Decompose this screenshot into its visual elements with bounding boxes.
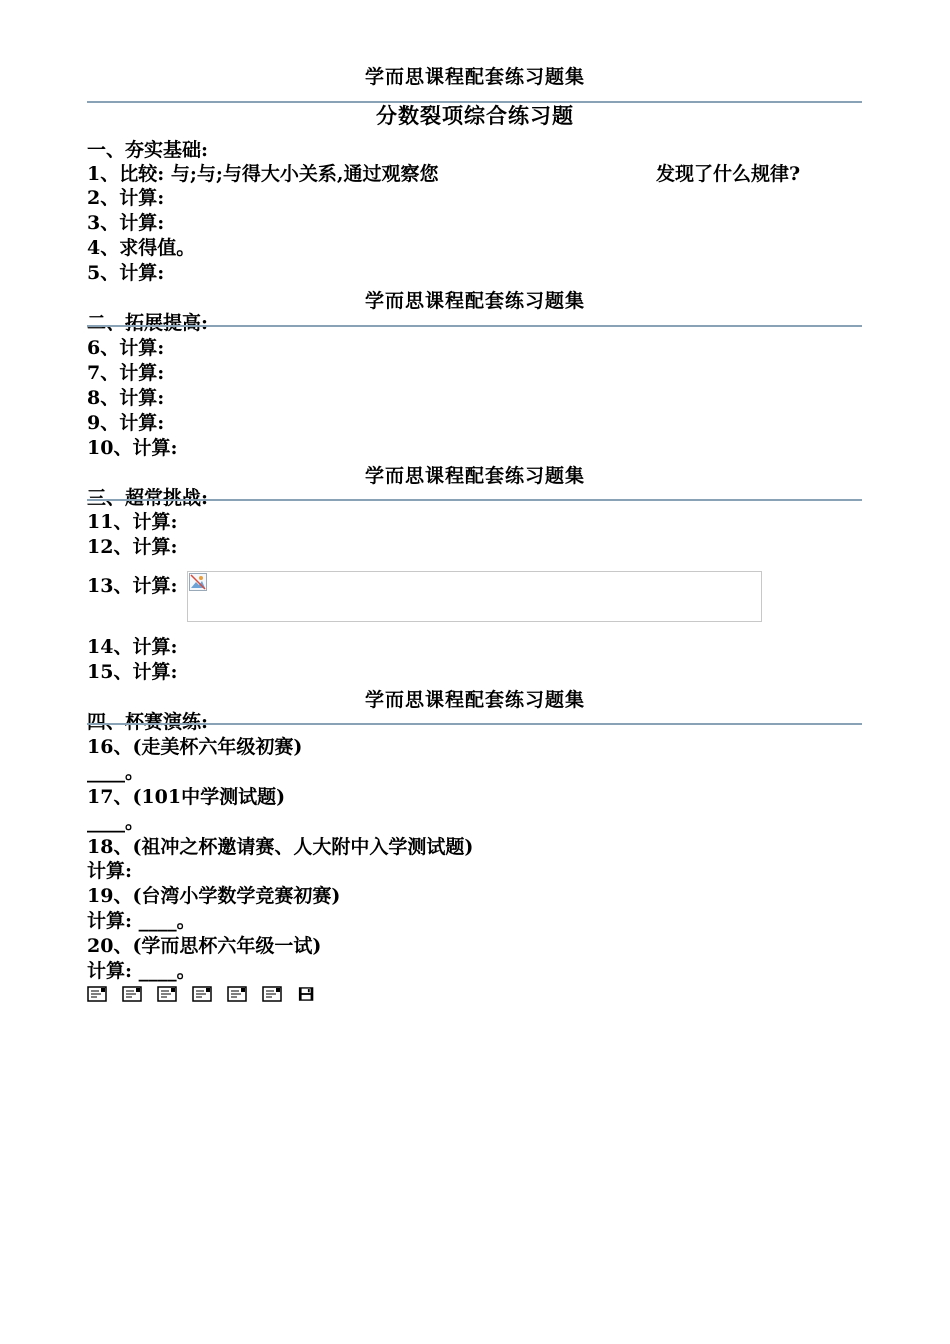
section-heading: 二、拓展提高:: [87, 312, 209, 334]
answer-blank: ____。: [87, 811, 145, 833]
question-1-tail: 发现了什么规律?: [656, 163, 801, 185]
question-3: 3、计算:: [87, 212, 165, 234]
question-4: 4、求得值。: [87, 237, 196, 259]
notepad-icon: [192, 986, 212, 1002]
notepad-icon: [157, 986, 177, 1002]
question-7: 7、计算:: [87, 362, 165, 384]
notepad-icon: [87, 986, 107, 1002]
question-18: 18、(祖冲之杯邀请赛、人大附中入学测试题): [87, 836, 474, 858]
question-20: 20、(学而思杯六年级一试): [87, 935, 322, 957]
broken-image-icon: [189, 573, 207, 591]
question-10: 10、计算:: [87, 437, 178, 459]
notepad-icon: [227, 986, 247, 1002]
question-17: 17、(101中学测试题): [87, 786, 286, 808]
page-header: 学而思课程配套练习题集: [364, 290, 585, 312]
document-title: 分数裂项综合练习题: [376, 103, 574, 128]
page-header: 学而思课程配套练习题集: [364, 66, 585, 88]
question-20-body: 计算: ____。: [87, 960, 196, 982]
page-header: 学而思课程配套练习题集: [364, 689, 585, 711]
question-12: 12、计算:: [87, 536, 178, 558]
section-heading: 三、超常挑战:: [87, 487, 209, 509]
notepad-icon: [262, 986, 282, 1002]
question-19-body: 计算: ____。: [87, 910, 196, 932]
answer-blank: ____。: [87, 761, 145, 783]
section-heading: 四、杯赛演练:: [87, 711, 209, 733]
section-heading: 一、夯实基础:: [87, 139, 209, 161]
notepad-icon: [122, 986, 142, 1002]
question-9: 9、计算:: [87, 412, 165, 434]
floppy-disk-icon: [298, 986, 316, 1002]
question-16: 16、(走美杯六年级初赛): [87, 736, 303, 758]
question-5: 5、计算:: [87, 262, 165, 284]
header-rule: [87, 723, 862, 725]
question-8: 8、计算:: [87, 387, 165, 409]
question-18-body: 计算:: [87, 860, 133, 882]
question-15: 15、计算:: [87, 661, 178, 683]
page-header: 学而思课程配套练习题集: [364, 465, 585, 487]
formula-image-placeholder: [187, 571, 762, 622]
question-19: 19、(台湾小学数学竞赛初赛): [87, 885, 341, 907]
question-1: 1、比较: 与;与;与得大小关系,通过观察您: [87, 163, 439, 185]
question-11: 11、计算:: [87, 511, 178, 533]
header-rule: [87, 325, 862, 327]
question-2: 2、计算:: [87, 187, 165, 209]
question-13: 13、计算:: [87, 575, 178, 597]
icon-row: [87, 986, 326, 1004]
question-6: 6、计算:: [87, 337, 165, 359]
header-rule: [87, 499, 862, 501]
question-14: 14、计算:: [87, 636, 178, 658]
